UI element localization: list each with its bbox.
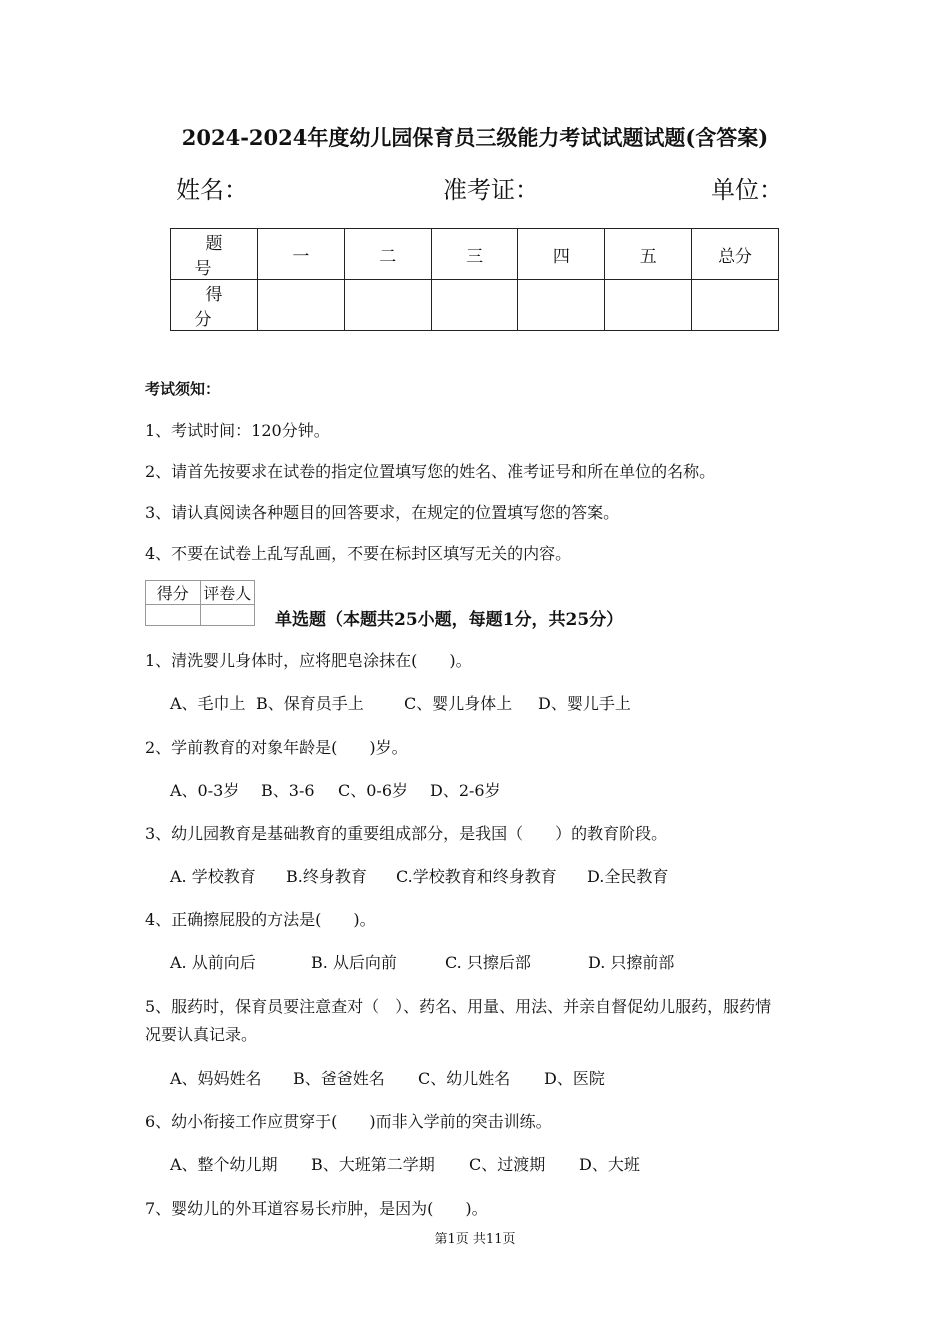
total-header: 总分 xyxy=(692,229,779,280)
exam-title: 2024-2024年度幼儿园保育员三级能力考试试题试题(含答案) xyxy=(181,125,769,150)
option[interactable]: D、2-6岁 xyxy=(430,781,501,800)
option[interactable]: D、婴儿手上 xyxy=(538,694,631,713)
section-5-header: 五 xyxy=(605,229,692,280)
option[interactable]: A、妈妈姓名 xyxy=(170,1069,262,1088)
answer-options xyxy=(170,1152,640,1175)
question-stem: 6、幼小衔接工作应贯穿于( )而非入学前的突击训练。 xyxy=(145,1112,552,1131)
section-2-header: 二 xyxy=(344,229,431,280)
option[interactable]: A、毛巾上 xyxy=(170,694,246,713)
question-number-label: 题 号 xyxy=(171,229,258,280)
notice-item: 1、考试时间：120分钟。 xyxy=(145,421,330,440)
section-1-header: 一 xyxy=(258,229,345,280)
notice-heading: 考试须知： xyxy=(145,380,221,398)
score-table-score-row xyxy=(171,280,779,331)
option[interactable]: C、过渡期 xyxy=(469,1155,546,1174)
question-stem: 2、学前教育的对象年龄是( )岁。 xyxy=(145,738,408,757)
section-5-score-cell[interactable] xyxy=(605,280,692,331)
grader-score-label: 得分 xyxy=(146,581,201,605)
notice-item: 2、请首先按要求在试卷的指定位置填写您的姓名、准考证号和所在单位的名称。 xyxy=(145,462,716,481)
option[interactable]: B. 从后向前 xyxy=(311,953,397,972)
answer-options xyxy=(170,691,631,714)
notice-item: 4、不要在试卷上乱写乱画，不要在标封区填写无关的内容。 xyxy=(145,544,572,563)
option[interactable]: D. 只擦前部 xyxy=(588,953,675,972)
option[interactable]: B、保育员手上 xyxy=(256,694,364,713)
option[interactable]: B、3-6 xyxy=(261,781,315,800)
question-stem: 4、正确擦屁股的方法是( )。 xyxy=(145,910,376,929)
total-score-cell[interactable] xyxy=(692,280,779,331)
option[interactable]: A. 从前向后 xyxy=(170,953,256,972)
option[interactable]: C、婴儿身体上 xyxy=(404,694,513,713)
score-table xyxy=(170,228,779,331)
option[interactable]: B.终身教育 xyxy=(286,867,367,886)
section-title: 单选题（本题共25小题，每题1分，共25分） xyxy=(275,610,624,630)
question-stem: 7、婴幼儿的外耳道容易长疖肿，是因为( )。 xyxy=(145,1199,488,1218)
grader-name-cell[interactable] xyxy=(200,605,255,626)
section-2-score-cell[interactable] xyxy=(344,280,431,331)
question-stem: 1、清洗婴儿身体时，应将肥皂涂抹在( )。 xyxy=(145,651,472,670)
grader-score-cell[interactable] xyxy=(146,605,201,626)
page-footer: 第1页 共11页 xyxy=(434,1232,516,1247)
score-label: 得 分 xyxy=(171,280,258,331)
question-stem: 5、服药时，保育员要注意查对（ ）、药名、用量、用法、并亲自督促幼儿服药，服药情 xyxy=(145,997,772,1016)
option[interactable]: D、大班 xyxy=(579,1155,640,1174)
section-4-header: 四 xyxy=(518,229,605,280)
question-stem: 3、幼儿园教育是基础教育的重要组成部分，是我国（ ）的教育阶段。 xyxy=(145,824,668,843)
question-stem-continued: 况要认真记录。 xyxy=(145,1025,258,1044)
name-field-label: 姓名： xyxy=(176,176,248,204)
exam-id-field-label: 准考证： xyxy=(443,176,539,204)
option[interactable]: C、0-6岁 xyxy=(338,781,409,800)
section-3-header: 三 xyxy=(431,229,518,280)
answer-options xyxy=(170,950,674,973)
answer-options xyxy=(170,778,501,801)
answer-options xyxy=(170,864,668,887)
section-4-score-cell[interactable] xyxy=(518,280,605,331)
option[interactable]: C. 只擦后部 xyxy=(445,953,531,972)
option[interactable]: A. 学校教育 xyxy=(170,867,256,886)
option[interactable]: D、医院 xyxy=(544,1069,605,1088)
answer-options xyxy=(170,1066,605,1089)
grader-box xyxy=(145,580,255,626)
section-3-score-cell[interactable] xyxy=(431,280,518,331)
unit-field-label: 单位： xyxy=(711,176,783,204)
score-table-header-row xyxy=(171,229,779,280)
grader-name-label: 评卷人 xyxy=(200,581,255,605)
option[interactable]: A、整个幼儿期 xyxy=(170,1155,278,1174)
option[interactable]: A、0-3岁 xyxy=(170,781,240,800)
option[interactable]: D.全民教育 xyxy=(587,867,669,886)
notice-item: 3、请认真阅读各种题目的回答要求，在规定的位置填写您的答案。 xyxy=(145,503,620,522)
option[interactable]: B、大班第二学期 xyxy=(311,1155,435,1174)
option[interactable]: B、爸爸姓名 xyxy=(293,1069,385,1088)
option[interactable]: C.学校教育和终身教育 xyxy=(396,867,557,886)
option[interactable]: C、幼儿姓名 xyxy=(418,1069,511,1088)
